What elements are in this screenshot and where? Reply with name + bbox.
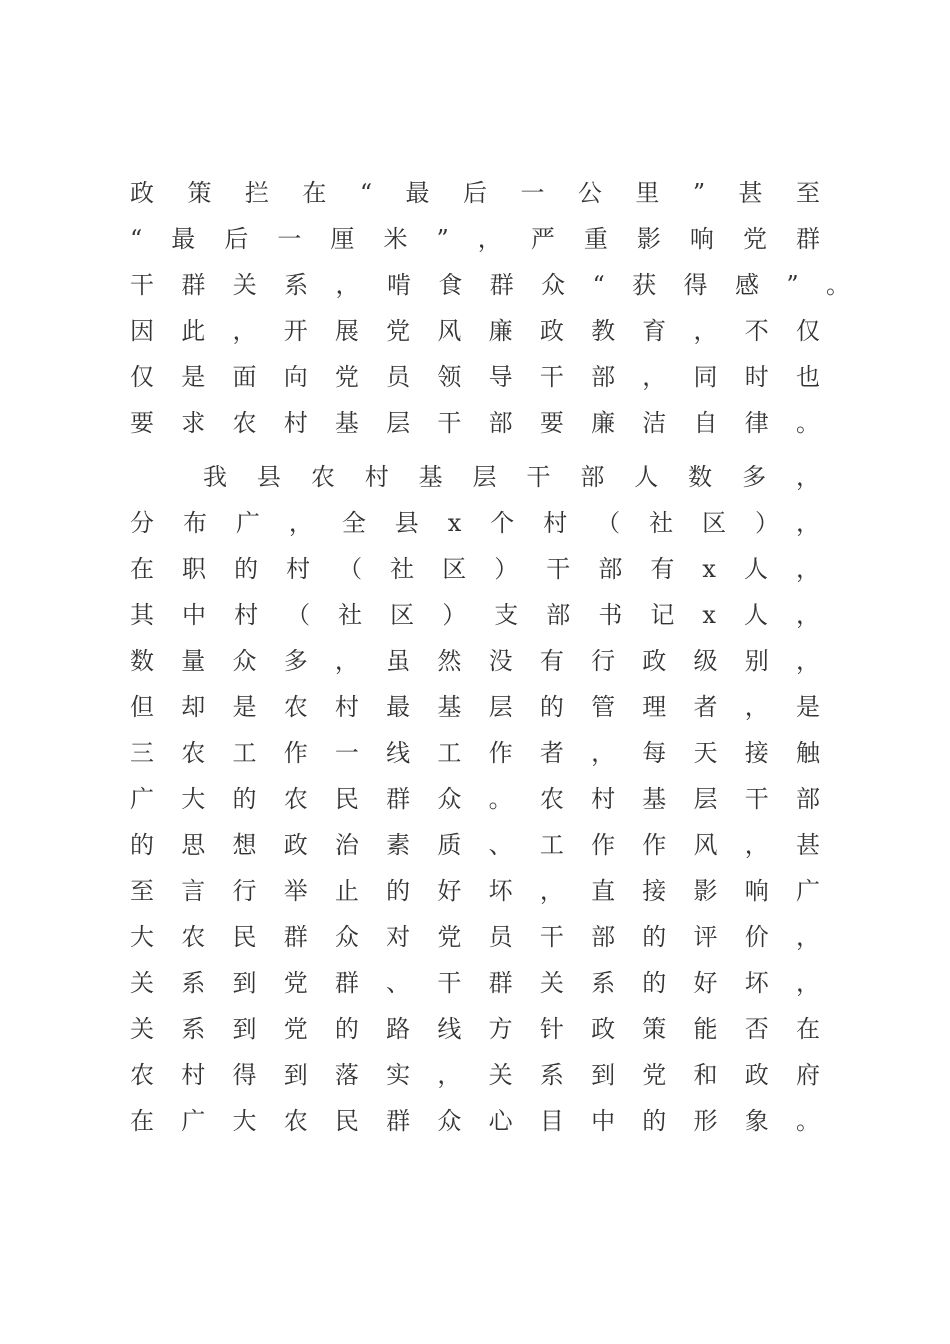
paragraph-2-line-12: 关系到党群、干群关系的好坏， xyxy=(130,969,820,997)
paragraph-2-line-13: 关系到党的路线方针政策能否在 xyxy=(130,1015,820,1043)
paragraph-2-line-5: 数量众多，虽然没有行政级别， xyxy=(130,647,820,675)
paragraph-2-line-4: 其中村（社区）支部书记x人， xyxy=(130,601,820,629)
paragraph-2-line-2: 分布广，全县x个村（社区）， xyxy=(130,509,820,537)
paragraph-1-line-4: 因此，开展党风廉政教育，不仅 xyxy=(130,317,820,345)
paragraph-2-line-1: 我县农村基层干部人数多， xyxy=(203,463,820,491)
paragraph-2-line-15: 在广大农民群众心目中的形象。 xyxy=(130,1107,820,1135)
paragraph-2-line-7: 三农工作一线工作者，每天接触 xyxy=(130,739,820,767)
paragraph-1-line-1: 政策拦在“最后一公里”甚至 xyxy=(130,179,820,207)
paragraph-1-line-5: 仅是面向党员领导干部，同时也 xyxy=(130,363,820,391)
paragraph-1-line-6: 要求农村基层干部要廉洁自律。 xyxy=(130,409,820,437)
paragraph-2-line-14: 农村得到落实，关系到党和政府 xyxy=(130,1061,820,1089)
paragraph-2-line-6: 但却是农村最基层的管理者，是 xyxy=(130,693,820,721)
paragraph-2-line-8: 广大的农民群众。农村基层干部 xyxy=(130,785,820,813)
paragraph-2-line-9: 的思想政治素质、工作作风，甚 xyxy=(130,831,820,859)
paragraph-2-line-11: 大农民群众对党员干部的评价， xyxy=(130,923,820,951)
paragraph-1-line-3: 干群关系，啃食群众“获得感”。 xyxy=(130,271,850,299)
paragraph-2-line-10: 至言行举止的好坏，直接影响广 xyxy=(130,877,820,905)
paragraph-1-line-2: “最后一厘米”，严重影响党群 xyxy=(130,225,820,253)
paragraph-2-line-3: 在职的村（社区）干部有x人， xyxy=(130,555,820,583)
